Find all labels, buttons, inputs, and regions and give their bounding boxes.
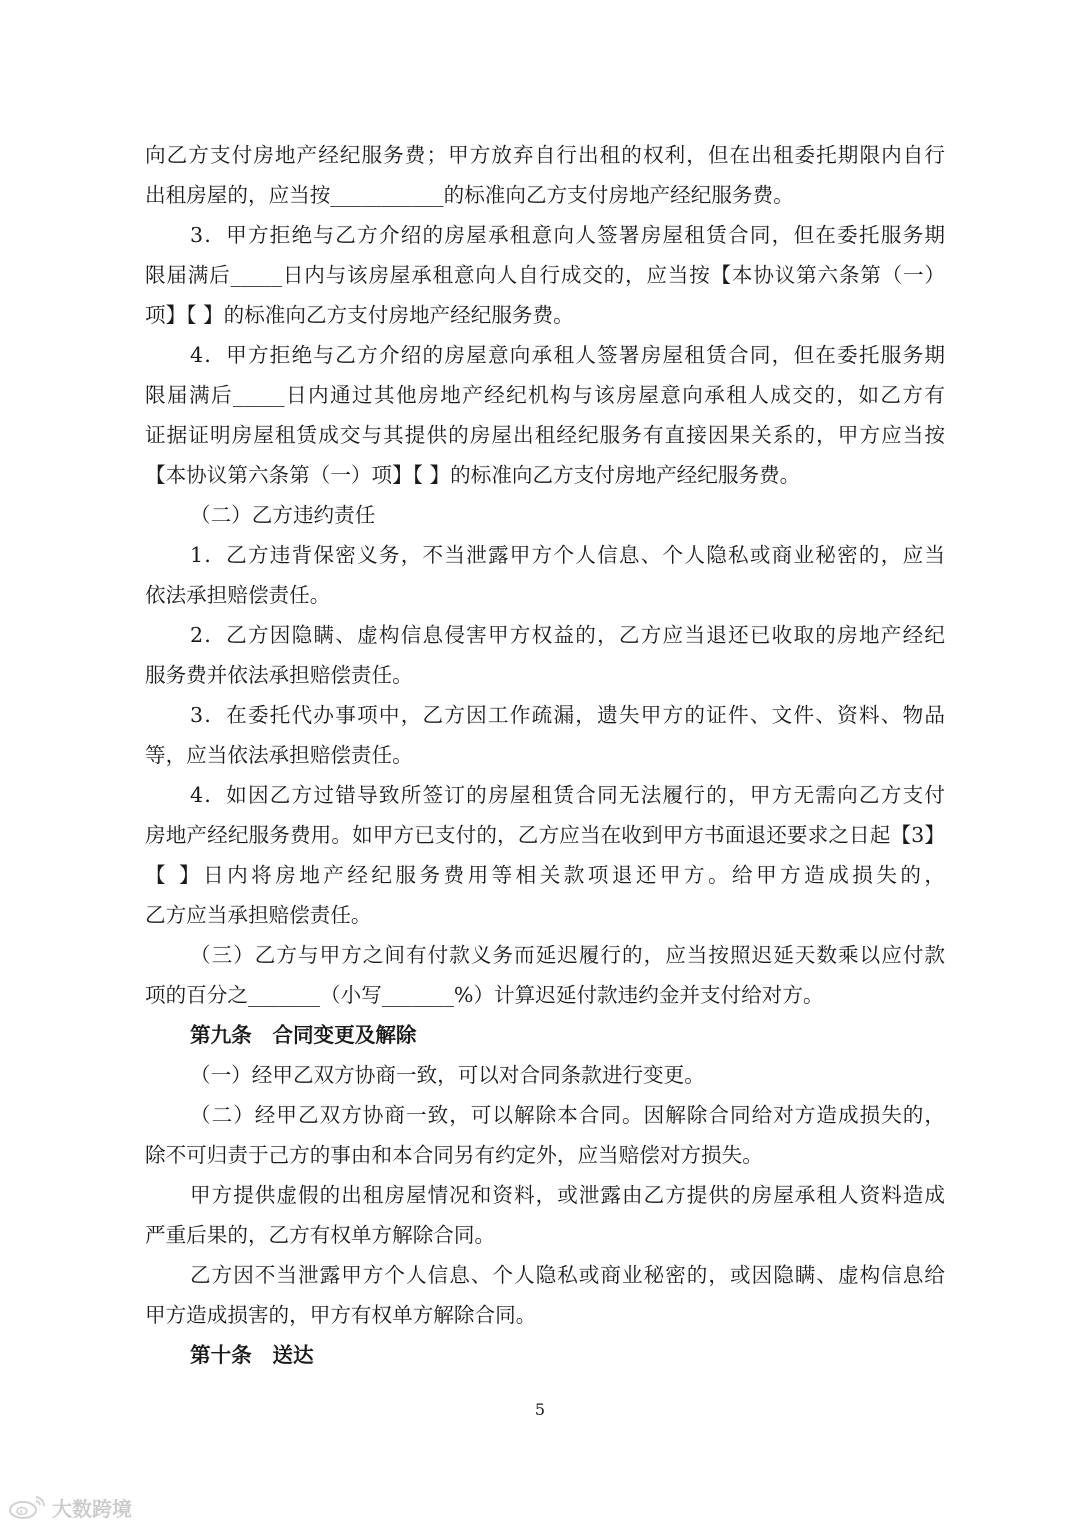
text-line: 等，应当依法承担赔偿责任。 [145, 743, 413, 767]
watermark [8, 1492, 132, 1522]
text-line: 甲方提供虚假的出租房屋情况和资料，或泄露由乙方提供的房屋承租人资料造成 [190, 1183, 945, 1207]
section-heading: （二）乙方违约责任 [190, 503, 376, 527]
text-line: 依法承担赔偿责任。 [145, 583, 331, 607]
text-line: 项】【 】的标准向乙方支付房地产经纪服务费。 [145, 303, 574, 327]
text-line: 出租房屋的，应当按___________的标准向乙方支付房地产经纪服务费。 [145, 183, 794, 207]
text-line: 【 】日内将房地产经纪服务费用等相关款项退还甲方。给甲方造成损失的， [145, 863, 945, 887]
text-line: 甲方造成损害的，甲方有权单方解除合同。 [145, 1303, 537, 1327]
text-line: 房地产经纪服务费用。如甲方已支付的，乙方应当在收到甲方书面退还要求之日起【3】 [145, 823, 945, 847]
text-line: （一）经甲乙双方协商一致，可以对合同条款进行变更。 [190, 1063, 705, 1087]
article-heading: 第十条 送达 [190, 1343, 314, 1367]
text-line: 乙方应当承担赔偿责任。 [145, 903, 372, 927]
text-line: 严重后果的，乙方有权单方解除合同。 [145, 1223, 496, 1247]
text-line: 4．如因乙方过错导致所签订的房屋租赁合同无法履行的，甲方无需向乙方支付 [190, 783, 945, 807]
text-line: 乙方因不当泄露甲方个人信息、个人隐私或商业秘密的，或因隐瞒、虚构信息给 [190, 1263, 945, 1287]
article-heading: 第九条 合同变更及解除 [190, 1023, 417, 1047]
text-line: 限届满后_____日内与该房屋承租意向人自行成交的，应当按【本协议第六条第（一） [145, 263, 945, 287]
text-line: 3．在委托代办事项中，乙方因工作疏漏，遗失甲方的证件、文件、资料、物品 [190, 703, 945, 727]
text-line: （二）经甲乙双方协商一致，可以解除本合同。因解除合同给对方造成损失的， [190, 1103, 945, 1127]
text-line: 【本协议第六条第（一）项】【 】的标准向乙方支付房地产经纪服务费。 [145, 463, 801, 487]
text-line: 证据证明房屋租赁成交与其提供的房屋出租经纪服务有直接因果关系的，甲方应当按 [145, 423, 945, 447]
text-line: 4．甲方拒绝与乙方介绍的房屋意向承租人签署房屋租赁合同，但在委托服务期 [190, 343, 945, 367]
text-line: 除不可归责于己方的事由和本合同另有约定外，应当赔偿对方损失。 [145, 1143, 763, 1167]
text-line: 3．甲方拒绝与乙方介绍的房屋承租意向人签署房屋租赁合同，但在委托服务期 [190, 223, 945, 247]
text-line: 限届满后_____日内通过其他房地产经纪机构与该房屋意向承租人成交的，如乙方有 [145, 383, 945, 407]
watermark-text: 大数跨境 [52, 1496, 132, 1521]
text-line: 服务费并依法承担赔偿责任。 [145, 663, 413, 687]
text-line: （三）乙方与甲方之间有付款义务而延迟履行的，应当按照迟延天数乘以应付款 [190, 943, 945, 967]
text-line: 向乙方支付房地产经纪服务费；甲方放弃自行出租的权利，但在出租委托期限内自行 [145, 143, 945, 167]
text-line: 项的百分之_______（小写_______%）计算迟延付款违约金并支付给对方。 [145, 983, 824, 1007]
text-line: 2．乙方因隐瞒、虚构信息侵害甲方权益的，乙方应当退还已收取的房地产经纪 [190, 623, 945, 647]
weibo-logo-icon [8, 1494, 48, 1520]
text-line: 1．乙方违背保密义务，不当泄露甲方个人信息、个人隐私或商业秘密的，应当 [190, 543, 945, 567]
page-number: 5 [534, 1400, 546, 1419]
